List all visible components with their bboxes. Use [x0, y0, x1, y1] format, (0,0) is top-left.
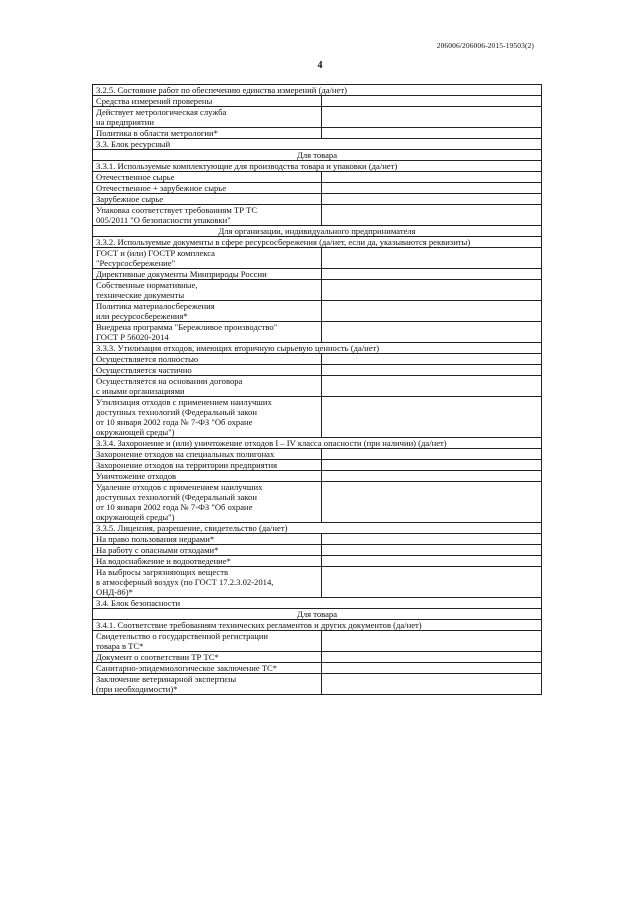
- section-header-row: [93, 438, 542, 449]
- row-value-cell: [322, 172, 542, 183]
- form-row: [93, 194, 542, 205]
- form-row: [93, 674, 542, 695]
- form-row: [93, 280, 542, 301]
- row-label: Средства измерений проверены: [93, 96, 322, 107]
- row-label: Захоронение отходов на специальных полигонах: [93, 449, 322, 460]
- row-label: Отечественное сырье: [93, 172, 322, 183]
- row-label: Политика в области метрологии*: [93, 128, 322, 139]
- row-label: Осуществляется полностью: [93, 354, 322, 365]
- row-value-cell: [322, 663, 542, 674]
- row-value-cell: [322, 194, 542, 205]
- section-header: 3.3.4. Захоронение и (или) уничтожение отходов I – IV класса опасности (при наличии) (да/нет): [93, 438, 542, 449]
- row-value-cell: [322, 567, 542, 598]
- form-row: [93, 96, 542, 107]
- assessment-form-table: [92, 84, 542, 695]
- row-value-cell: [322, 301, 542, 322]
- row-value-cell: [322, 107, 542, 128]
- section-header-row: [93, 523, 542, 534]
- form-row: [93, 205, 542, 226]
- row-value-cell: [322, 248, 542, 269]
- row-label: Свидетельство о государственной регистрации товара в ТС*: [93, 631, 322, 652]
- form-row: [93, 269, 542, 280]
- form-row: [93, 354, 542, 365]
- row-value-cell: [322, 556, 542, 567]
- form-row: [93, 449, 542, 460]
- section-header: Для товара: [93, 609, 542, 620]
- row-value-cell: [322, 269, 542, 280]
- row-value-cell: [322, 128, 542, 139]
- section-header: Для организации, индивидуального предпринимателя: [93, 226, 542, 237]
- row-label: На право пользования недрами*: [93, 534, 322, 545]
- row-label: На выбросы загрязняющих веществ в атмосферный воздух (по ГОСТ 17.2.3.02-2014, ОНД-86)*: [93, 567, 322, 598]
- row-value-cell: [322, 460, 542, 471]
- row-label: Утилизация отходов с применением наилучших доступных технологий (Федеральный закон от 10 января 2002 года № 7-ФЗ "Об охране окружающей среды"): [93, 397, 322, 438]
- form-row: [93, 471, 542, 482]
- section-header-row: [93, 609, 542, 620]
- row-value-cell: [322, 449, 542, 460]
- row-label: Директивные документы Минприроды России: [93, 269, 322, 280]
- row-label: Захоронение отходов на территории предприятия: [93, 460, 322, 471]
- form-row: [93, 365, 542, 376]
- row-label: Документ о соответствии ТР ТС*: [93, 652, 322, 663]
- section-header-row: [93, 343, 542, 354]
- form-row: [93, 172, 542, 183]
- page-number: 4: [317, 60, 323, 71]
- row-label: Отечественное + зарубежное сырье: [93, 183, 322, 194]
- section-header-row: [93, 161, 542, 172]
- row-value-cell: [322, 631, 542, 652]
- row-label: Уничтожение отходов: [93, 471, 322, 482]
- section-header: 3.3.2. Используемые документы в сфере ресурсосбережения (да/нет, если да, указываются реквизиты): [93, 237, 542, 248]
- row-value-cell: [322, 397, 542, 438]
- document-id: 206006/206006-2015-19503(2): [436, 41, 534, 50]
- section-header-row: [93, 620, 542, 631]
- row-label: Удаление отходов с применением наилучших доступных технологий (Федеральный закон от 10 января 2002 года № 7-ФЗ "Об охране окружающей среды"): [93, 482, 322, 523]
- row-value-cell: [322, 674, 542, 695]
- form-row: [93, 482, 542, 523]
- section-header-row: [93, 85, 542, 96]
- section-header-row: [93, 598, 542, 609]
- section-header: 3.3.3. Утилизация отходов, имеющих вторичную сырьевую ценность (да/нет): [93, 343, 542, 354]
- row-label: Политика материалосбережения или ресурсосбережения*: [93, 301, 322, 322]
- section-header: Для товара: [93, 150, 542, 161]
- section-header: 3.2.5. Состояние работ по обеспечению единства измерений (да/нет): [93, 85, 542, 96]
- form-row: [93, 128, 542, 139]
- row-label: Действует метрологическая служба на предприятии: [93, 107, 322, 128]
- form-row: [93, 183, 542, 194]
- row-value-cell: [322, 205, 542, 226]
- form-row: [93, 397, 542, 438]
- row-label: На водоснабжение и водоотведение*: [93, 556, 322, 567]
- form-row: [93, 376, 542, 397]
- form-row: [93, 534, 542, 545]
- row-value-cell: [322, 354, 542, 365]
- row-label: Внедрена программа "Бережливое производство" ГОСТ Р 56020-2014: [93, 322, 322, 343]
- form-row: [93, 248, 542, 269]
- row-label: Осуществляется частично: [93, 365, 322, 376]
- form-row: [93, 107, 542, 128]
- row-value-cell: [322, 534, 542, 545]
- form-row: [93, 631, 542, 652]
- row-value-cell: [322, 376, 542, 397]
- section-header: 3.3. Блок ресурсный: [93, 139, 542, 150]
- section-header-row: [93, 237, 542, 248]
- form-row: [93, 567, 542, 598]
- row-label: Зарубежное сырье: [93, 194, 322, 205]
- row-value-cell: [322, 280, 542, 301]
- row-value-cell: [322, 96, 542, 107]
- form-row: [93, 556, 542, 567]
- row-value-cell: [322, 322, 542, 343]
- form-row: [93, 652, 542, 663]
- row-label: ГОСТ и (или) ГОСТР комплекса "Ресурсосбережение": [93, 248, 322, 269]
- row-label: На работу с опасными отходами*: [93, 545, 322, 556]
- row-label: Собственные нормативные, технические документы: [93, 280, 322, 301]
- row-value-cell: [322, 482, 542, 523]
- row-value-cell: [322, 365, 542, 376]
- form-row: [93, 460, 542, 471]
- form-row: [93, 663, 542, 674]
- section-header-row: [93, 150, 542, 161]
- row-value-cell: [322, 183, 542, 194]
- form-row: [93, 322, 542, 343]
- row-value-cell: [322, 471, 542, 482]
- form-table-body: [93, 85, 542, 695]
- row-label: Заключение ветеринарной экспертизы (при необходимости)*: [93, 674, 322, 695]
- section-header: 3.4.1. Соответствие требованиям технических регламентов и других документов (да/нет): [93, 620, 542, 631]
- section-header-row: [93, 226, 542, 237]
- section-header: 3.3.1. Используемые комплектующие для производства товара и упаковки (да/нет): [93, 161, 542, 172]
- row-value-cell: [322, 652, 542, 663]
- section-header-row: [93, 139, 542, 150]
- form-row: [93, 301, 542, 322]
- row-value-cell: [322, 545, 542, 556]
- row-label: Упаковка соответствует требованиям ТР ТС 005/2011 "О безопасности упаковки": [93, 205, 322, 226]
- form-row: [93, 545, 542, 556]
- section-header: 3.3.5. Лицензия, разрешение, свидетельство (да/нет): [93, 523, 542, 534]
- row-label: Осуществляется на основании договора с иными организациями: [93, 376, 322, 397]
- section-header: 3.4. Блок безопасности: [93, 598, 542, 609]
- row-label: Санитарно-эпидемиологическое заключение ТС*: [93, 663, 322, 674]
